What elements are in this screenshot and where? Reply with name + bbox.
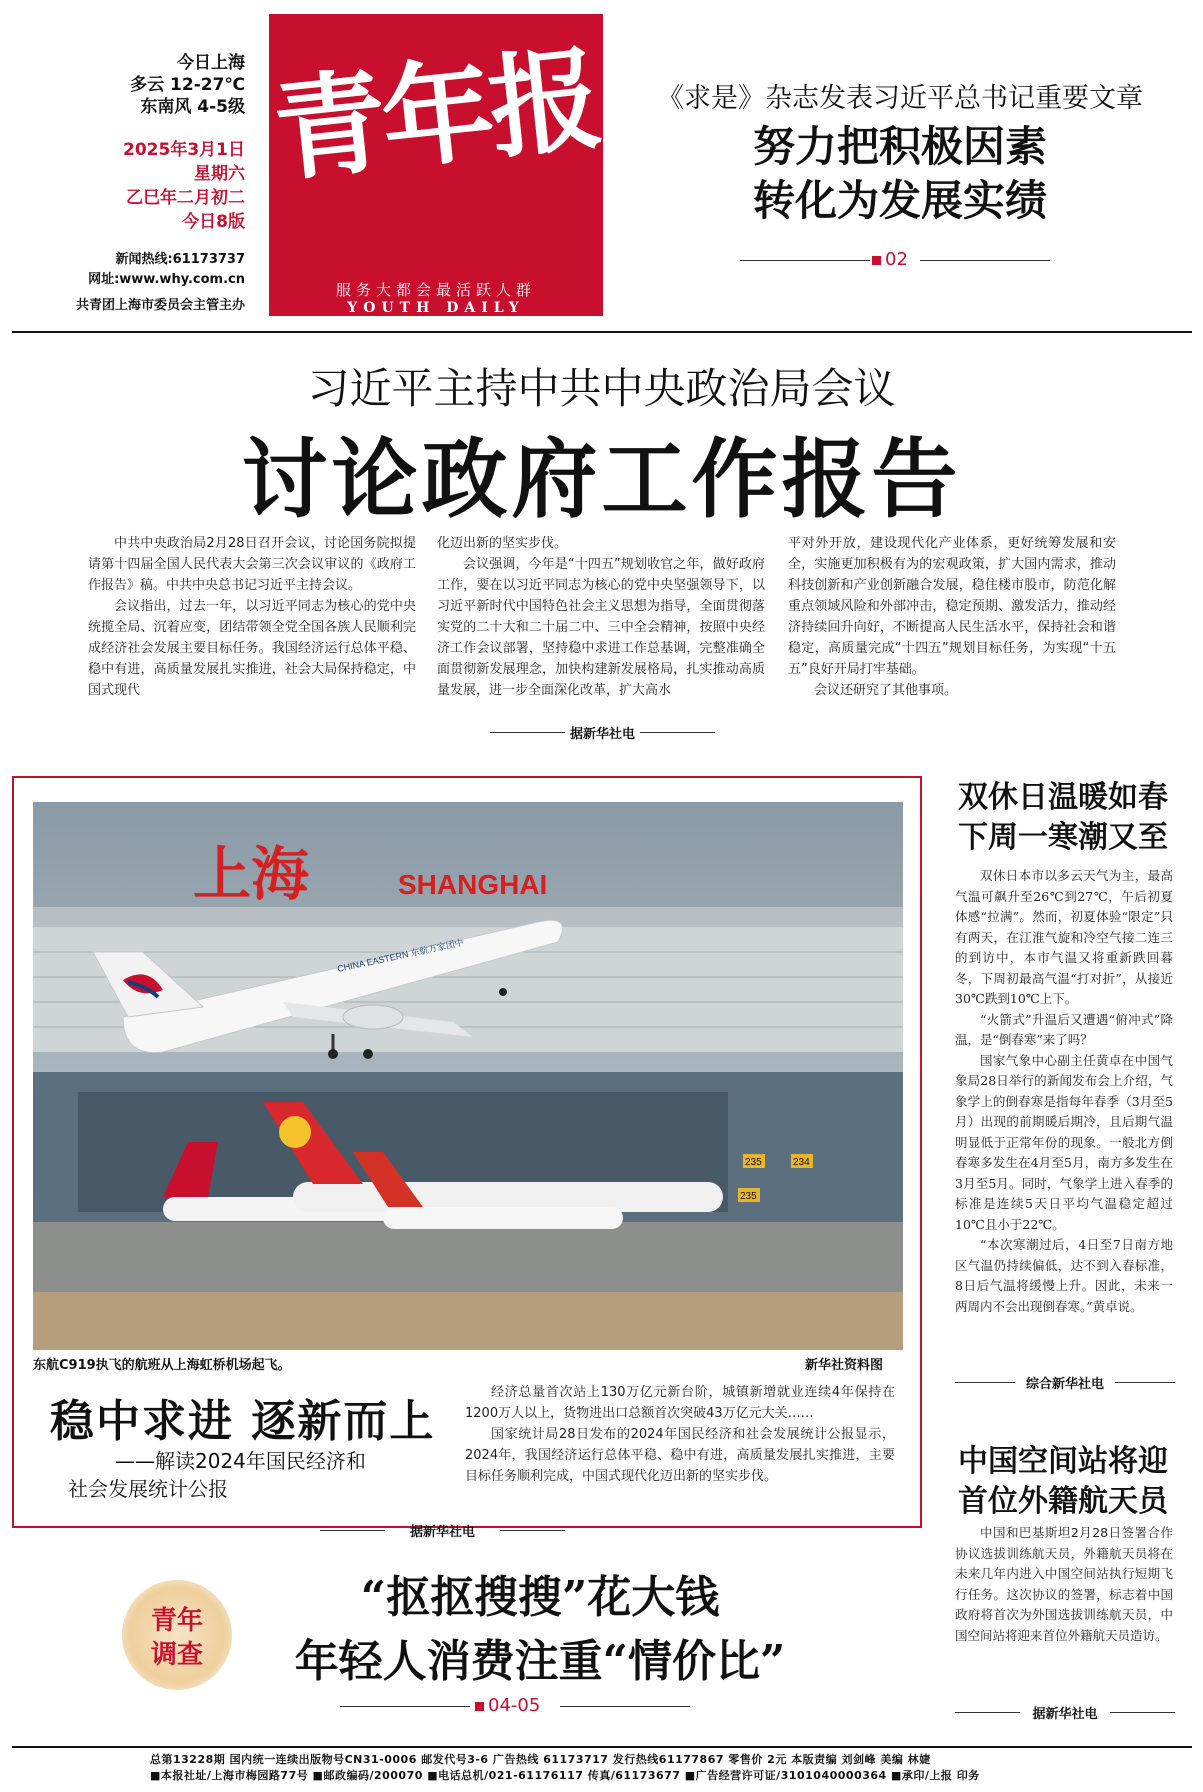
- lead-story-source: 据新华社电: [569, 727, 635, 742]
- top-story-kicker: 《求是》杂志发表习近平总书记重要文章: [657, 83, 1143, 114]
- masthead-rule: [12, 331, 1192, 333]
- footer-line1: 总第13228期 国内统一连续出版物号CN31-0006 邮发代号3-6 广告热线 61173717 发行热线61177867 零售价 2元 本版责编 刘剑峰 美编 林婕: [150, 1753, 931, 1766]
- weather-city: 今日上海: [177, 53, 245, 73]
- date-gregorian: 2025年3月1日: [123, 140, 245, 160]
- headline-line: 下周一寒潮又至: [958, 820, 1168, 855]
- top-story-headline-line1: 努力把积极因素: [752, 122, 1047, 171]
- gate-number: 234: [793, 1157, 810, 1168]
- divider: [320, 1530, 385, 1531]
- footer: [150, 1752, 1150, 1784]
- top-story-headline[interactable]: [640, 120, 1160, 228]
- divider: [500, 1530, 565, 1531]
- gate-number: 235: [745, 1157, 762, 1168]
- date-weekday: 星期六: [194, 164, 245, 184]
- paragraph: 中国和巴基斯坦2月28日签署合作协议选拔训练航天员，外籍航天员将在未来几年内进入中国空间站执行短期飞行任务。这次协议的签署，标志着中国政府将首次为外国选拔训练航天员，中国空间站将迎来首位外籍航天员造访。: [955, 1525, 1173, 1643]
- square-icon: [475, 1702, 484, 1711]
- weather-condition: 多云 12-27℃: [130, 75, 245, 95]
- photo-caption: 东航C919执飞的航班从上海虹桥机场起飞。: [33, 1358, 291, 1373]
- survey-story-headline[interactable]: [260, 1566, 820, 1694]
- footer-line2: ■本报社址/上海市梅园路77号 ■邮政编码/200070 ■电话总机/021-61176117 传真/61173677 ■广告经营许可证/3101040000364 ■承印/上报 印务: [150, 1769, 980, 1782]
- headline-line: 首位外籍航天员: [958, 1484, 1168, 1519]
- contact-block: [40, 250, 245, 290]
- feature-headline[interactable]: 稳中求进 逐新而上: [50, 1396, 436, 1447]
- divider: [340, 1706, 470, 1707]
- page-ref-number: 04-05: [488, 1695, 541, 1716]
- headline-line: 中国空间站将迎: [958, 1444, 1168, 1479]
- divider: [1115, 1382, 1175, 1383]
- lead-story-col1: [88, 533, 416, 701]
- youth-survey-stamp: [122, 1580, 232, 1690]
- footer-rule: [12, 1746, 1192, 1748]
- paragraph: “火箭式”升温后又遭遇“俯冲式”降温，是“倒春寒”来了吗？: [955, 1011, 1173, 1047]
- date-block: [40, 138, 245, 234]
- paragraph-continued: 平对外开放，建设现代化产业体系，更好统筹发展和安全，实施更加积极有为的宏观政策，扩大国内需求，推动科技创新和产业创新融合发展，稳住楼市股市，防范化解重点领域风险和外部冲击，稳定预期、激发活力，推动经济持续回升向好，不断提高人民生活水平，保持社会和谐稳定，高质量完成“十四五”规划目标任务，为实现“十五五”良好开局打牢基础。: [788, 536, 1116, 677]
- space-story-headline[interactable]: [948, 1442, 1178, 1522]
- top-story-headline-line2: 转化为发展实绩: [752, 176, 1047, 225]
- divider: [920, 260, 1050, 261]
- feature-subheadline-line2: 社会发展统计公报: [68, 1477, 228, 1501]
- survey-story-page-ref[interactable]: [475, 1695, 540, 1716]
- square-icon: [872, 256, 881, 265]
- airline-livery: CHINA EASTERN 东航万家团中: [336, 937, 465, 974]
- lead-story-kicker: 习近平主持中共中央政治局会议: [307, 364, 896, 413]
- stamp-line2: 调查: [150, 1640, 203, 1670]
- gate-number: 235: [740, 1191, 757, 1202]
- divider: [955, 1712, 1020, 1713]
- space-story-body: [955, 1523, 1173, 1646]
- weather-block: [40, 52, 245, 118]
- paragraph-continued: 化迈出新的坚实步伐。: [437, 536, 568, 551]
- logo-english: YOUTH DAILY: [347, 300, 525, 316]
- logo-slogan: 服务大都会最活跃人群: [335, 281, 536, 299]
- divider: [1110, 1712, 1175, 1713]
- weather-wind: 东南风 4-5级: [140, 97, 245, 117]
- divider: [740, 260, 870, 261]
- photo-credit: 新华社资料图: [805, 1358, 884, 1373]
- terminal-roof: [33, 907, 903, 927]
- headline-line: 年轻人消费注重“情价比”: [294, 1636, 786, 1687]
- divider: [640, 732, 715, 733]
- edition-count: 今日8版: [182, 212, 245, 232]
- space-story-source: 据新华社电: [1032, 1707, 1098, 1722]
- sign-english: SHANGHAI: [398, 869, 548, 900]
- lead-story-col2: [437, 533, 765, 701]
- paragraph: 会议强调，今年是“十四五”规划收官之年，做好政府工作，要在以习近平同志为核心的党中央坚强领导下，以习近平新时代中国特色社会主义思想为指导，全面贯彻落实党的二十大和二十届二中、三中全会精神，按照中央经济工作会议部署，坚持稳中求进工作总基调，完整准确全面贯彻新发展理念，加快构建新发展格局，扎实推动高质量发展，进一步全面深化改革，扩大高水: [437, 557, 765, 698]
- stamp-line1: 青年: [150, 1606, 203, 1636]
- weather-story-headline[interactable]: [948, 778, 1178, 858]
- headline-line: 双休日温暖如春: [958, 780, 1168, 815]
- paragraph: 中共中央政治局2月28日召开会议，讨论国务院拟提请第十四届全国人民代表大会第三次会议审议的《政府工作报告》稿。中共中央总书记习近平主持会议。: [88, 536, 416, 593]
- sign-chinese: 上海: [193, 840, 310, 908]
- lead-story-headline[interactable]: 讨论政府工作报告: [241, 430, 962, 530]
- masthead-logo: [269, 14, 603, 316]
- top-story-page-ref[interactable]: [872, 249, 908, 270]
- airport-photo: [33, 802, 903, 1350]
- paragraph: 国家气象中心副主任黄卓在中国气象局28日举行的新闻发布会上介绍，气象学上的倒春寒是指每年春季（3月至5月）出现的前期暖后期冷，且后期气温明显低于正常年份的现象。一般北方倒春寒多发生在4月至5月，南方多发生在3月至5月。同时，气象学上进入春季的标准是连续5天日平均气温稳定超过10℃且小于22℃。: [955, 1052, 1173, 1232]
- weather-story-body: [955, 866, 1173, 1317]
- lead-story-col3: [788, 533, 1116, 701]
- divider: [955, 1382, 1015, 1383]
- grass-strip: [33, 1292, 903, 1350]
- divider: [560, 1706, 690, 1707]
- feature-source: 据新华社电: [409, 1525, 475, 1540]
- paragraph: 国家统计局28日发布的2024年国民经济和社会发展统计公报显示，2024年，我国经济运行总体平稳、稳中有进，高质量发展扎实推进，主要目标任务顺利完成，中国式现代化迈出新的坚实步伐。: [465, 1427, 895, 1484]
- paragraph: 会议指出，过去一年，以习近平同志为核心的党中央统揽全局、沉着应变，团结带领全党全国各族人民顺利完成经济社会发展主要目标任务。我国经济运行总体平稳、稳中有进，高质量发展扎实推进，社会大局保持稳定，中国式现代: [88, 599, 416, 698]
- paragraph: 经济总量首次站上130万亿元新台阶，城镇新增就业连续4年保持在1200万人以上，货物进出口总额首次突破43万亿元大关……: [465, 1385, 895, 1421]
- airport-photo-illustration: [33, 802, 903, 1350]
- website-link[interactable]: 网址:www.why.com.cn: [88, 272, 245, 287]
- news-hotline: 新闻热线:61173737: [115, 252, 245, 267]
- paragraph: “本次寒潮过后，4日至7日南方地区气温仍持续偏低，达不到入春标准，8日后气温将缓慢上升。因此，未来一两周内不会出现倒春寒。”黄卓说。: [955, 1237, 1173, 1314]
- paragraph: 双休日本市以多云天气为主，最高气温可飙升至26℃到27℃，午后初夏体感“拉满”。然而，初夏体验“限定”只有两天，在江淮气旋和冷空气接二连三的到访中，本市气温又将重新跌回暮冬，下周初最高气温“打对折”，从接近30℃跌到10℃上下。: [955, 868, 1173, 1006]
- feature-body: [465, 1382, 895, 1487]
- weather-story-source: 综合新华社电: [1025, 1377, 1104, 1392]
- divider: [490, 732, 565, 733]
- feature-subheadline-line1: ——解读2024年国民经济和: [115, 1449, 366, 1473]
- sponsor: 共青团上海市委员会主管主办: [75, 298, 245, 313]
- headline-line: “抠抠搜搜”花大钱: [360, 1572, 720, 1623]
- logo-title: 青年报: [267, 33, 604, 198]
- paragraph: 会议还研究了其他事项。: [814, 683, 958, 698]
- page-ref-number: 02: [885, 249, 908, 270]
- date-lunar: 乙巳年二月初二: [126, 188, 245, 208]
